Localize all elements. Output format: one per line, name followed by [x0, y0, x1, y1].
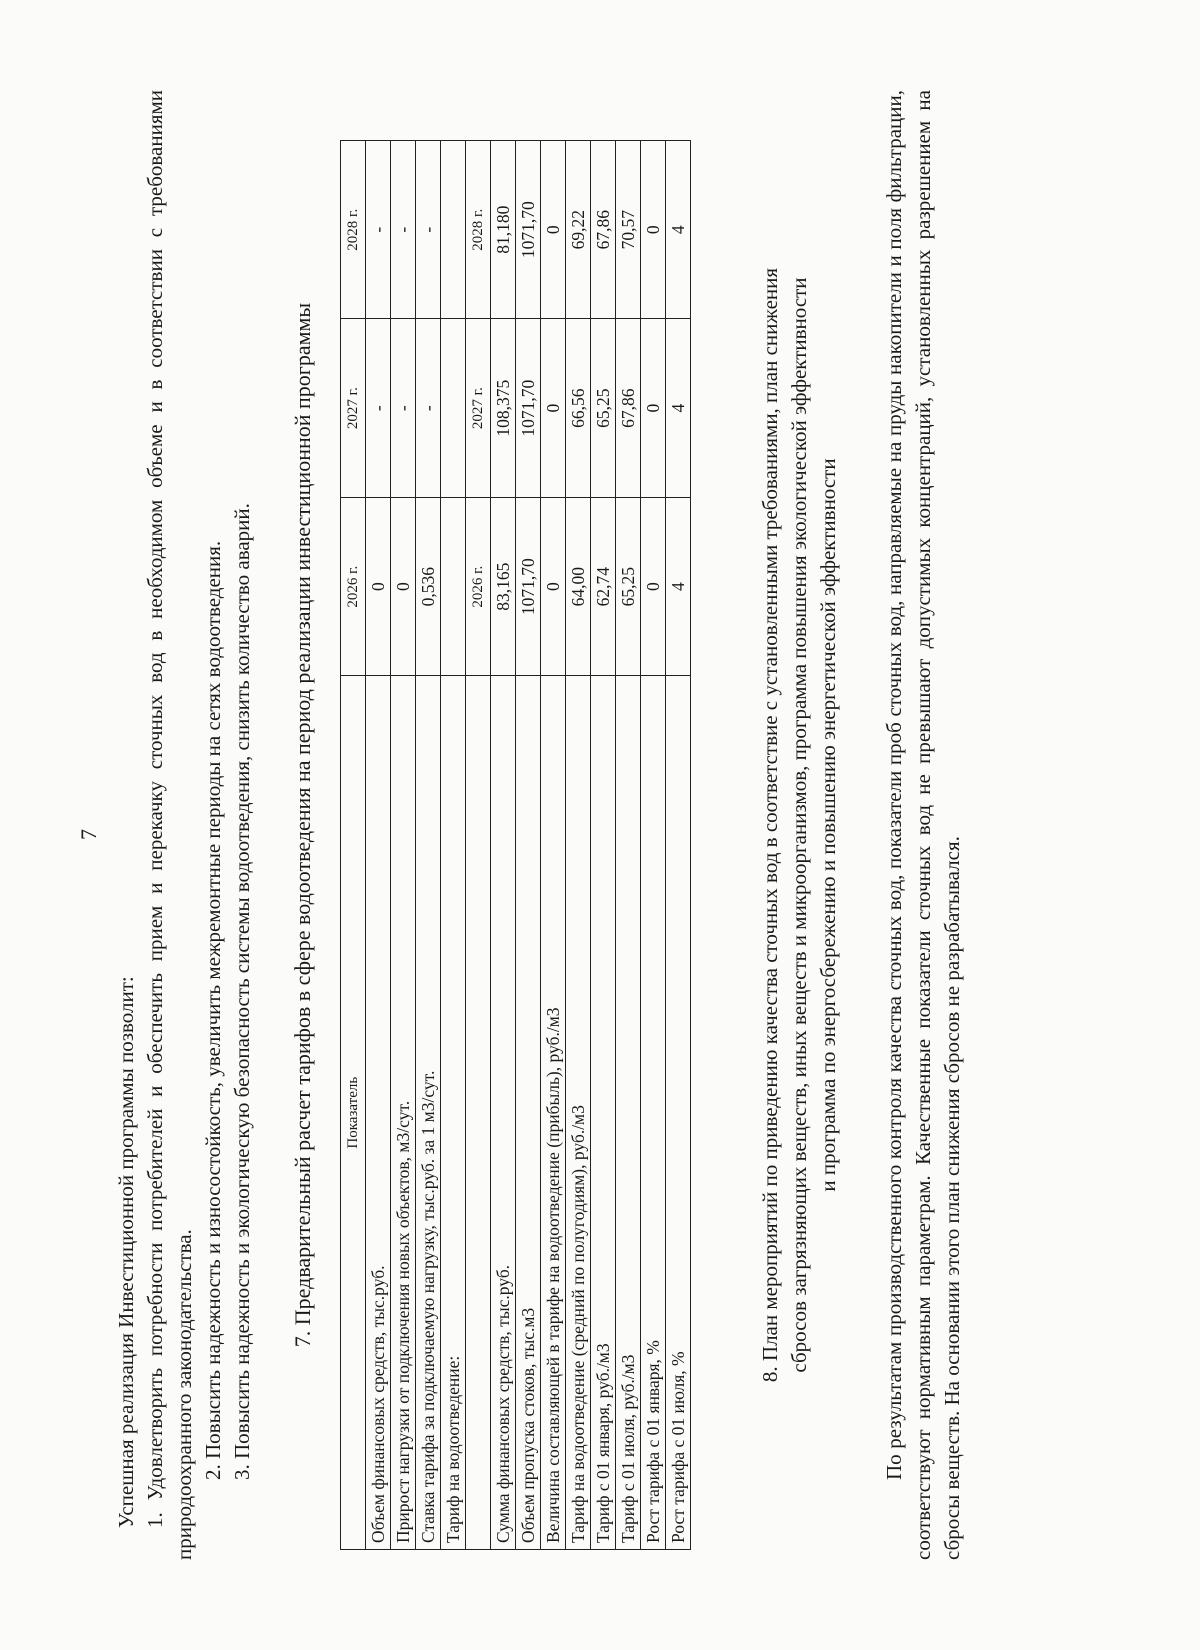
- year-1: 2026 г.: [466, 497, 491, 676]
- section-7-title: 7. Предварительный расчет тарифов в сфере водоотведения на период реализации инвестиционной программы: [290, 302, 315, 1348]
- row-indicator-name: Тариф с 01 июля, руб./м3: [616, 676, 641, 1550]
- closing-text: По результатам производственного контроля качества сточных вод, показатели проб сточных вод, направляемые на пруды накопители и поля фильтрации, соответствуют нормативным параметрам. Качественные показатели сточных вод не превышают допустимых концентраций, установленных разрешением на сбросы веществ. На основании этого план снижения сбросов не разрабатывался.: [882, 90, 964, 1560]
- row-value-v2: 1071,70: [516, 319, 541, 498]
- row-value-v1: 0: [541, 497, 566, 676]
- row-value-v2: 108,375: [491, 319, 516, 498]
- row-indicator-name: Прирост нагрузки от подключения новых объектов, м3/сут.: [391, 676, 416, 1550]
- row-value-v1: 62,74: [591, 497, 616, 676]
- row-value-v1: 0: [366, 497, 391, 676]
- header-year-2: 2027 г.: [341, 319, 366, 498]
- intro-section: [112, 90, 257, 1560]
- page-number: 7: [76, 829, 101, 840]
- header-year-3: 2028 г.: [341, 141, 366, 319]
- table-row: [541, 141, 566, 1550]
- year-3: 2028 г.: [466, 141, 491, 319]
- row-value-v1: 0: [391, 497, 416, 676]
- table-row: [666, 141, 691, 1550]
- row-value-v2: -: [366, 319, 391, 498]
- row-value-v1: 0: [641, 497, 666, 676]
- row-value-v1: 0,536: [416, 497, 441, 676]
- table-row: [491, 141, 516, 1550]
- section-8-line-3: и программа по энергосбережению и повышению энергетической эффективности: [816, 458, 840, 1192]
- row-value-v1: 1071,70: [516, 497, 541, 676]
- row-value-v2: 65,25: [591, 319, 616, 498]
- table-row: [616, 141, 641, 1550]
- row-value-v3: -: [391, 141, 416, 319]
- row-indicator-name: Сумма финансовых средств, тыс.руб.: [491, 676, 516, 1550]
- row-value-v1: 64,00: [566, 497, 591, 676]
- table-row: [566, 141, 591, 1550]
- row-indicator-name: Тариф с 01 января, руб./м3: [591, 676, 616, 1550]
- row-value-v3: 0: [541, 141, 566, 319]
- intro-lead: Успешная реализация Инвестиционной программы позволит:: [114, 976, 138, 1528]
- table-row: [366, 141, 391, 1550]
- row-indicator-name: Объем финансовых средств, тыс.руб.: [366, 676, 391, 1550]
- section-8-line-2: сбросов загрязняющих веществ, иных веществ и микроорганизмов, программа повышения экологической эффективности: [787, 277, 811, 1373]
- row-indicator-name: Объем пропуска стоков, тыс.м3: [516, 676, 541, 1550]
- row-indicator-name: Ставка тарифа за подключаемую нагрузку, тыс.руб. за 1 м3/сут.: [416, 676, 441, 1550]
- table-row: [516, 141, 541, 1550]
- intro-item-3: 3. Повысить надежность и экологическую безопасность системы водоотведения, снизить количество аварий.: [230, 503, 254, 1480]
- intro-item-1: 1. Удовлетворить потребности потребителей и обеспечить прием и перекачку сточных вод в необходимом объеме и в соответствии с требованиями природоохранного законодательства.: [143, 90, 196, 1560]
- header-year-1: 2026 г.: [341, 497, 366, 676]
- intro-item-2: 2. Повысить надежность и износостойкость, увеличить межремонтные периоды на сетях водоотведения.: [201, 540, 225, 1480]
- section-8-line-1: 8. План мероприятий по приведению качества сточных вод в соответствие с установленными требованиями, план снижения: [758, 267, 782, 1383]
- row-value-v2: 67,86: [616, 319, 641, 498]
- table-row-years: [466, 141, 491, 1550]
- row-value-v2: 0: [541, 319, 566, 498]
- row-indicator-name: Рост тарифа с 01 июля, %: [666, 676, 691, 1550]
- table-header-row: [341, 141, 366, 1550]
- row-value-v2: 0: [641, 319, 666, 498]
- table-row-tariff-label: [441, 141, 466, 1550]
- table-row: [641, 141, 666, 1550]
- year-2: 2027 г.: [466, 319, 491, 498]
- section-8-title: [756, 150, 843, 1500]
- table-row: [591, 141, 616, 1550]
- closing-paragraph: [880, 90, 967, 1560]
- row-value-v1: 4: [666, 497, 691, 676]
- table-row: [416, 141, 441, 1550]
- table-row: [391, 141, 416, 1550]
- row-value-v3: -: [366, 141, 391, 319]
- row-value-v3: 69,22: [566, 141, 591, 319]
- row-value-v2: 66,56: [566, 319, 591, 498]
- tariff-table: [340, 140, 691, 1550]
- row-value-v3: 0: [641, 141, 666, 319]
- row-value-v3: -: [416, 141, 441, 319]
- row-value-v2: 4: [666, 319, 691, 498]
- header-indicator: Показатель: [341, 676, 366, 1550]
- row-value-v2: -: [391, 319, 416, 498]
- row-indicator-name: Тариф на водоотведение (средний по полугодиям), руб./м3: [566, 676, 591, 1550]
- row-value-v3: 1071,70: [516, 141, 541, 319]
- row-value-v2: -: [416, 319, 441, 498]
- row-indicator-name: Рост тарифа с 01 января, %: [641, 676, 666, 1550]
- row-value-v1: 83,165: [491, 497, 516, 676]
- row-value-v3: 70,57: [616, 141, 641, 319]
- row-value-v3: 67,86: [591, 141, 616, 319]
- tariff-table-wrap: [340, 140, 691, 1550]
- row-value-v3: 4: [666, 141, 691, 319]
- row-value-v1: 65,25: [616, 497, 641, 676]
- row-value-v3: 81,180: [491, 141, 516, 319]
- tariff-label: Тариф на водоотведение:: [441, 676, 466, 1550]
- row-indicator-name: Величина составляющей в тарифе на водоотведение (прибыль), руб./м3: [541, 676, 566, 1550]
